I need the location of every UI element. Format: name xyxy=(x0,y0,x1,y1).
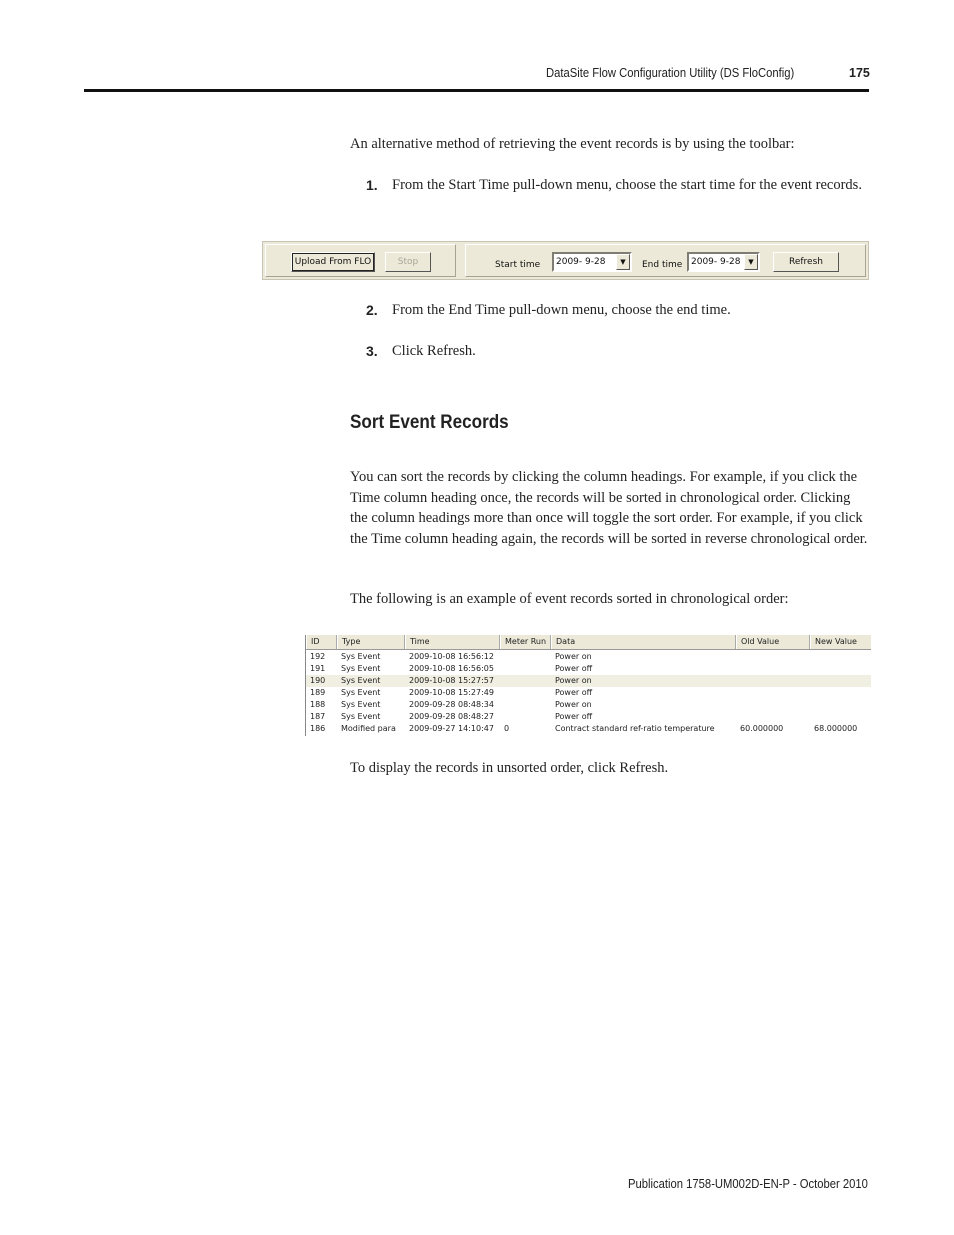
cell-time: 2009-10-08 15:27:49 xyxy=(409,688,494,697)
table-row[interactable] xyxy=(306,723,871,735)
toolbar-screenshot xyxy=(262,241,869,280)
cell-id: 188 xyxy=(310,700,326,709)
cell-time: 2009-09-27 14:10:47 xyxy=(409,724,494,733)
toolbar-right-panel xyxy=(465,244,866,277)
cell-data: Power off xyxy=(555,664,593,673)
section-heading: Sort Event Records xyxy=(350,412,509,433)
upload-from-flo-button[interactable]: Upload From FLO xyxy=(291,252,375,272)
step-number: 3. xyxy=(366,343,378,359)
cell-id: 191 xyxy=(310,664,326,673)
cell-id: 186 xyxy=(310,724,326,733)
refresh-button[interactable]: Refresh xyxy=(773,252,839,272)
running-header: DataSite Flow Configuration Utility (DS FloConfig) xyxy=(546,66,795,80)
cell-type: Sys Event xyxy=(341,676,381,685)
table-row[interactable] xyxy=(306,663,871,675)
cell-data: Power off xyxy=(555,688,593,697)
start-time-value: 2009- 9-28 xyxy=(556,257,606,267)
cell-data: Power off xyxy=(555,712,593,721)
cell-type: Sys Event xyxy=(341,700,381,709)
table-row[interactable] xyxy=(306,687,871,699)
stop-button[interactable]: Stop xyxy=(385,252,431,272)
column-header-new-value[interactable]: New Value xyxy=(810,635,871,649)
cell-data: Power on xyxy=(555,676,592,685)
start-time-label: Start time xyxy=(495,260,541,270)
end-time-label: End time xyxy=(642,260,683,270)
table-row[interactable] xyxy=(306,699,871,711)
cell-old-value: 60.000000 xyxy=(740,724,784,733)
cell-id: 190 xyxy=(310,676,326,685)
cell-id: 189 xyxy=(310,688,326,697)
cell-time: 2009-09-28 08:48:34 xyxy=(409,700,494,709)
intro-paragraph: An alternative method of retrieving the event records is by using the toolbar: xyxy=(350,136,795,152)
cell-time: 2009-10-08 16:56:05 xyxy=(409,664,494,673)
chevron-down-icon[interactable]: ▼ xyxy=(616,254,630,270)
step-text: Click Refresh. xyxy=(392,343,476,359)
cell-meter-run: 0 xyxy=(504,724,510,733)
cell-data: Power on xyxy=(555,700,592,709)
cell-type: Sys Event xyxy=(341,652,381,661)
chevron-down-icon[interactable]: ▼ xyxy=(744,254,758,270)
cell-type: Sys Event xyxy=(341,712,381,721)
step-text: From the End Time pull-down menu, choose the end time. xyxy=(392,302,731,318)
cell-type: Sys Event xyxy=(341,688,381,697)
table-row[interactable] xyxy=(306,711,871,723)
refresh-note: To display the records in unsorted order, click Refresh. xyxy=(350,760,669,776)
toolbar-left-panel xyxy=(265,244,456,277)
cell-new-value: 68.000000 xyxy=(814,724,858,733)
end-time-select[interactable] xyxy=(687,252,760,272)
column-header-type[interactable]: Type xyxy=(337,635,405,649)
publication-footer: Publication 1758-UM002D-EN-P - October 2010 xyxy=(628,1177,868,1191)
cell-data: Contract standard ref-ratio temperature xyxy=(555,724,715,733)
cell-id: 187 xyxy=(310,712,326,721)
table-row[interactable] xyxy=(306,651,871,663)
column-header-id[interactable]: ID xyxy=(306,635,337,649)
example-intro: The following is an example of event records sorted in chronological order: xyxy=(350,591,789,607)
table-row[interactable] xyxy=(306,675,871,687)
step-number: 1. xyxy=(366,177,378,193)
table-header xyxy=(306,635,871,650)
sort-description: You can sort the records by clicking the column headings. For example, if you click the Time column heading once, the records will be sorted in chronological order. Clicking the column headings more than once will toggle the sort order. For example, if you click the Time column heading again, the records will be sorted in reverse chronological order. xyxy=(350,469,868,547)
header-rule xyxy=(84,89,869,92)
cell-time: 2009-09-28 08:48:27 xyxy=(409,712,494,721)
start-time-select[interactable] xyxy=(552,252,632,272)
cell-time: 2009-10-08 15:27:57 xyxy=(409,676,494,685)
step-text: From the Start Time pull-down menu, choose the start time for the event records. xyxy=(392,177,862,193)
column-header-data[interactable]: Data xyxy=(551,635,736,649)
cell-id: 192 xyxy=(310,652,326,661)
cell-type: Sys Event xyxy=(341,664,381,673)
end-time-value: 2009- 9-28 xyxy=(691,257,741,267)
column-header-meter-run[interactable]: Meter Run xyxy=(500,635,551,649)
page-number: 175 xyxy=(849,66,870,80)
step-number: 2. xyxy=(366,302,378,318)
column-header-old-value[interactable]: Old Value xyxy=(736,635,810,649)
event-records-table xyxy=(305,635,871,736)
column-header-time[interactable]: Time xyxy=(405,635,500,649)
cell-type: Modified para xyxy=(341,724,396,733)
cell-time: 2009-10-08 16:56:12 xyxy=(409,652,494,661)
cell-data: Power on xyxy=(555,652,592,661)
